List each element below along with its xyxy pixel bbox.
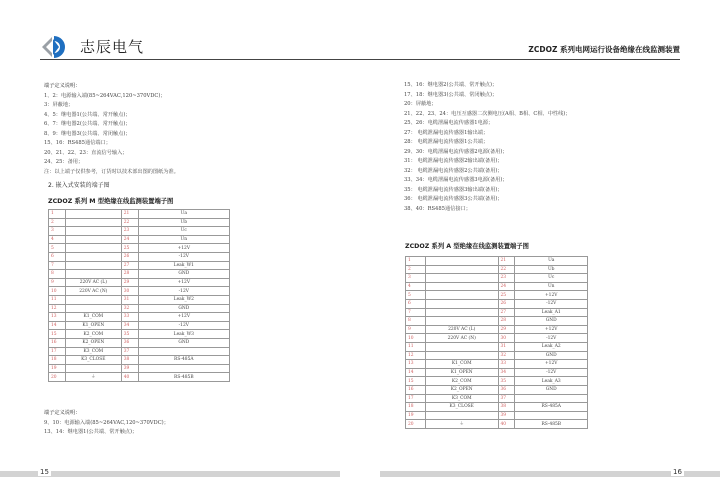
terminal-signal: K2_COM xyxy=(425,377,498,386)
terminal-number: 13 xyxy=(406,360,426,369)
terminal-signal: -12V xyxy=(138,252,229,261)
page-number-left: 15 xyxy=(40,468,49,476)
terminal-number: 8 xyxy=(406,317,426,326)
terminal-number: 7 xyxy=(49,261,66,270)
terminal-number: 40 xyxy=(121,373,138,382)
table-row xyxy=(406,317,588,326)
table-row xyxy=(406,325,588,334)
terminal-table-m xyxy=(48,209,230,382)
table-row xyxy=(406,282,588,291)
note-line: 9、10：电源输入端(85~264VAC,120~370VDC)； xyxy=(44,419,169,426)
terminal-signal: GND xyxy=(138,338,229,347)
terminal-number: 12 xyxy=(49,304,66,313)
table-row xyxy=(406,360,588,369)
note-line: 8、9：继电器3(公共端、常闭触点)； xyxy=(44,130,131,137)
terminal-signal: K3_COM xyxy=(65,347,121,356)
terminal-signal: 220V AC (L) xyxy=(65,278,121,287)
note-line: 25、26：电缆泄漏电流传感器1电源； xyxy=(404,120,494,126)
terminal-signal: K3_CLOSE xyxy=(65,356,121,365)
table-row xyxy=(406,403,588,412)
table-row xyxy=(406,368,588,377)
terminal-number: 40 xyxy=(498,420,515,429)
terminal-signal xyxy=(65,261,121,270)
terminal-number: 2 xyxy=(49,218,66,227)
terminal-signal: Ub xyxy=(515,265,588,274)
terminal-signal: K3_CLOSE xyxy=(425,403,498,412)
terminal-signal xyxy=(425,257,498,266)
terminal-number: 15 xyxy=(406,377,426,386)
note-line: 29、30：电缆泄漏电流传感器2电源(备用)； xyxy=(404,148,508,155)
terminal-number: 22 xyxy=(498,265,515,274)
terminal-signal xyxy=(425,317,498,326)
terminal-number: 23 xyxy=(121,227,138,236)
terminal-signal xyxy=(65,235,121,244)
terminal-signal xyxy=(65,252,121,261)
terminal-number: 17 xyxy=(49,347,66,356)
terminal-number: 30 xyxy=(498,334,515,343)
terminal-signal xyxy=(138,347,229,356)
terminal-number: 33 xyxy=(498,360,515,369)
terminal-signal: RS-485A xyxy=(138,356,229,365)
terminal-signal: -12V xyxy=(515,299,588,308)
terminal-number: 28 xyxy=(498,317,515,326)
terminal-signal xyxy=(515,394,588,403)
terminal-number: 13 xyxy=(49,313,66,322)
note-line: 32： 电缆泄漏电流传感器2公共端(备用)； xyxy=(404,167,503,174)
terminal-number: 35 xyxy=(498,377,515,386)
terminal-signal: -12V xyxy=(138,321,229,330)
terminal-signal: Un xyxy=(138,235,229,244)
brand-logo-icon xyxy=(40,34,68,60)
terminal-signal xyxy=(65,244,121,253)
terminal-signal: RS-485B xyxy=(515,420,588,429)
table-row xyxy=(49,347,230,356)
terminal-number: 23 xyxy=(498,274,515,283)
terminal-signal: -12V xyxy=(138,287,229,296)
terminal-number: 35 xyxy=(121,330,138,339)
terminal-signal: Ua xyxy=(515,257,588,266)
terminal-signal: K1_COM xyxy=(425,360,498,369)
terminal-signal: +12V xyxy=(138,313,229,322)
terminal-number: 32 xyxy=(121,304,138,313)
table-row xyxy=(406,291,588,300)
table-row xyxy=(49,356,230,365)
terminal-number: 16 xyxy=(49,338,66,347)
terminal-number: 8 xyxy=(49,270,66,279)
terminal-signal: RS-485B xyxy=(138,373,229,382)
table-row xyxy=(49,304,230,313)
terminal-signal: GND xyxy=(515,351,588,360)
terminal-signal xyxy=(425,308,498,317)
terminal-number: 32 xyxy=(498,351,515,360)
page-footer xyxy=(0,468,720,480)
note-line: 17、18：继电器3(公共端、常闭触点)； xyxy=(404,91,498,98)
terminal-number: 17 xyxy=(406,394,426,403)
note-line: 注：以上端子仅供参考，订货时以技术部出图的图纸为准。 xyxy=(44,168,179,175)
terminal-signal xyxy=(425,265,498,274)
terminal-signal: -12V xyxy=(515,368,588,377)
terminal-number: 21 xyxy=(121,210,138,219)
terminal-number: 39 xyxy=(498,411,515,420)
terminal-number: 11 xyxy=(49,295,66,304)
terminal-signal: K2_OPEN xyxy=(425,385,498,394)
table-row xyxy=(406,377,588,386)
terminal-table-a xyxy=(405,256,588,429)
table-row xyxy=(49,235,230,244)
table-row xyxy=(49,364,230,373)
terminal-number: 28 xyxy=(121,270,138,279)
note-line: 24、25：备用； xyxy=(44,159,84,165)
table-row xyxy=(406,351,588,360)
terminal-number: 37 xyxy=(498,394,515,403)
terminal-signal xyxy=(65,295,121,304)
note-line: 33、34：电缆泄漏电流传感器3电源(备用)； xyxy=(404,177,508,183)
terminal-number: 26 xyxy=(121,252,138,261)
terminal-signal: Uc xyxy=(138,227,229,236)
terminal-number: 6 xyxy=(406,299,426,308)
table-row xyxy=(49,330,230,339)
terminal-signal xyxy=(65,304,121,313)
left-bottom-notes xyxy=(44,409,169,438)
terminal-signal: Ub xyxy=(138,218,229,227)
terminal-number: 39 xyxy=(121,364,138,373)
terminal-signal xyxy=(425,342,498,351)
note-line: 36： 电缆泄漏电流传感器3公共端(备用)； xyxy=(404,196,503,202)
terminal-number: 1 xyxy=(406,257,426,266)
table-row xyxy=(49,295,230,304)
terminal-signal: 220V AC (N) xyxy=(425,334,498,343)
terminal-signal xyxy=(65,210,121,219)
terminal-number: 38 xyxy=(498,403,515,412)
table-row xyxy=(406,411,588,420)
terminal-number: 5 xyxy=(49,244,66,253)
terminal-signal: K1_OPEN xyxy=(425,368,498,377)
notes-heading: 端子定义说明： xyxy=(44,83,81,89)
terminal-number: 16 xyxy=(406,385,426,394)
terminal-number: 26 xyxy=(498,299,515,308)
note-line: 28： 电缆泄漏电流传感器1公共端； xyxy=(404,139,489,145)
right-terminal-notes xyxy=(404,81,570,214)
terminal-signal xyxy=(65,364,121,373)
terminal-number: 37 xyxy=(121,347,138,356)
terminal-signal: 220V AC (L) xyxy=(425,325,498,334)
table-row xyxy=(49,227,230,236)
terminal-number: 3 xyxy=(406,274,426,283)
terminal-number: 27 xyxy=(121,261,138,270)
terminal-number: 10 xyxy=(406,334,426,343)
terminal-number: 6 xyxy=(49,252,66,261)
note-line: 1、2：电源输入端(85~264VAC,120~370VDC)； xyxy=(44,92,166,99)
terminal-signal: K2_COM xyxy=(65,330,121,339)
terminal-signal xyxy=(65,270,121,279)
terminal-signal: K1_OPEN xyxy=(65,321,121,330)
table-row xyxy=(49,321,230,330)
table-row xyxy=(406,334,588,343)
terminal-number: 5 xyxy=(406,291,426,300)
terminal-signal xyxy=(425,274,498,283)
terminal-number: 14 xyxy=(49,321,66,330)
table-row xyxy=(406,299,588,308)
terminal-signal: +12V xyxy=(515,325,588,334)
table-row xyxy=(406,308,588,317)
terminal-signal: Uc xyxy=(515,274,588,283)
footer-band-left xyxy=(0,471,340,477)
terminal-number: 33 xyxy=(121,313,138,322)
terminal-signal: +12V xyxy=(138,244,229,253)
table-row xyxy=(406,394,588,403)
terminal-number: 30 xyxy=(121,287,138,296)
terminal-signal: Un xyxy=(515,282,588,291)
table-row xyxy=(49,278,230,287)
terminal-signal: Leak_W2 xyxy=(138,295,229,304)
footer-band-right xyxy=(380,471,720,477)
terminal-number: 2 xyxy=(406,265,426,274)
terminal-signal: 220V AC (N) xyxy=(65,287,121,296)
terminal-signal xyxy=(65,218,121,227)
terminal-signal xyxy=(425,291,498,300)
terminal-number: 18 xyxy=(49,356,66,365)
terminal-number: 15 xyxy=(49,330,66,339)
table-m-title: ZCDOZ 系列 M 型绝缘在线监测装置端子图 xyxy=(48,198,174,205)
terminal-number: 22 xyxy=(121,218,138,227)
terminal-signal: GND xyxy=(515,317,588,326)
terminal-number: 14 xyxy=(406,368,426,377)
terminal-number: 36 xyxy=(498,385,515,394)
note-line: 4、5：继电器1(公共端、常开触点)； xyxy=(44,111,131,118)
terminal-number: 21 xyxy=(498,257,515,266)
terminal-number: 9 xyxy=(406,325,426,334)
table-row xyxy=(49,244,230,253)
terminal-number: 31 xyxy=(498,342,515,351)
note-line: 3：屏蔽地； xyxy=(44,102,74,108)
terminal-number: 11 xyxy=(406,342,426,351)
terminal-signal xyxy=(425,282,498,291)
section-heading: 2. 嵌入式安装的端子图 xyxy=(48,182,110,189)
terminal-number: 25 xyxy=(121,244,138,253)
terminal-number: 24 xyxy=(498,282,515,291)
terminal-signal: Leak_A3 xyxy=(515,377,588,386)
terminal-number: 18 xyxy=(406,403,426,412)
terminal-number: 12 xyxy=(406,351,426,360)
terminal-signal: K3_COM xyxy=(425,394,498,403)
note-line: 6、7：继电器2(公共端、常开触点)； xyxy=(44,121,131,127)
terminal-number: 20 xyxy=(406,420,426,429)
table-row xyxy=(406,265,588,274)
terminal-number: 38 xyxy=(121,356,138,365)
terminal-signal: Leak_W1 xyxy=(138,261,229,270)
terminal-number: 34 xyxy=(121,321,138,330)
terminal-number: 3 xyxy=(49,227,66,236)
table-row xyxy=(406,274,588,283)
terminal-signal: -12V xyxy=(515,334,588,343)
terminal-number: 36 xyxy=(121,338,138,347)
note-line: 15、16：RS485通信端口； xyxy=(44,140,111,146)
terminal-signal: +12V xyxy=(515,360,588,369)
table-row xyxy=(49,270,230,279)
terminal-number: 9 xyxy=(49,278,66,287)
terminal-number: 20 xyxy=(49,373,66,382)
table-row xyxy=(49,261,230,270)
terminal-signal xyxy=(515,411,588,420)
note-line: 15、16：继电器2(公共端、常开触点)； xyxy=(404,82,498,88)
terminal-number: 4 xyxy=(406,282,426,291)
terminal-number: 25 xyxy=(498,291,515,300)
table-row xyxy=(406,385,588,394)
terminal-number: 10 xyxy=(49,287,66,296)
terminal-signal: Leak_A1 xyxy=(515,308,588,317)
table-row xyxy=(49,218,230,227)
left-terminal-notes xyxy=(44,82,179,177)
terminal-number: 19 xyxy=(406,411,426,420)
table-row xyxy=(49,210,230,219)
terminal-signal: ⏚ xyxy=(65,373,121,382)
terminal-signal: +12V xyxy=(138,278,229,287)
terminal-signal: ⏚ xyxy=(425,420,498,429)
table-row xyxy=(49,313,230,322)
terminal-signal: Leak_A2 xyxy=(515,342,588,351)
note-line: 20、21、22、23：直流信号输入； xyxy=(44,149,128,156)
table-row xyxy=(49,338,230,347)
terminal-signal xyxy=(425,351,498,360)
terminal-number: 31 xyxy=(121,295,138,304)
note-line: 13、14：继电器1(公共端、常开触点)； xyxy=(44,429,138,435)
terminal-signal xyxy=(425,411,498,420)
terminal-signal: K2_OPEN xyxy=(65,338,121,347)
note-line: 21、22、23、24：电压互感器二次侧电压(A相、B相、C相、中性线)； xyxy=(404,110,571,117)
table-row xyxy=(406,420,588,429)
page-number-right: 16 xyxy=(673,468,682,476)
table-row xyxy=(406,257,588,266)
note-line: 38、40：RS485通信接口； xyxy=(404,205,471,212)
terminal-number: 27 xyxy=(498,308,515,317)
terminal-number: 29 xyxy=(498,325,515,334)
terminal-signal: Leak_W3 xyxy=(138,330,229,339)
terminal-number: 7 xyxy=(406,308,426,317)
terminal-signal: +12V xyxy=(515,291,588,300)
terminal-number: 24 xyxy=(121,235,138,244)
note-line: 31： 电缆泄漏电流传感器2输出端(备用)； xyxy=(404,158,503,164)
document-title: ZCDOZ 系列电网运行设备绝缘在线监测装置 xyxy=(528,45,680,54)
terminal-signal xyxy=(138,364,229,373)
terminal-signal: GND xyxy=(515,385,588,394)
table-row xyxy=(49,287,230,296)
table-row xyxy=(49,252,230,261)
table-a-title: ZCDOZ 系列 A 型绝缘在线监测装置端子图 xyxy=(405,243,529,250)
terminal-signal: Ua xyxy=(138,210,229,219)
note-line: 35： 电缆泄漏电流传感器3输出端(备用)； xyxy=(404,186,503,193)
terminal-number: 34 xyxy=(498,368,515,377)
table-row xyxy=(49,373,230,382)
terminal-signal: GND xyxy=(138,304,229,313)
terminal-signal: K1_COM xyxy=(65,313,121,322)
terminal-signal xyxy=(425,299,498,308)
terminal-signal xyxy=(65,227,121,236)
terminal-number: 29 xyxy=(121,278,138,287)
header-divider xyxy=(40,59,680,60)
terminal-signal: RS-485A xyxy=(515,403,588,412)
notes-heading-2: 端子定义说明： xyxy=(44,410,81,416)
table-row xyxy=(406,342,588,351)
terminal-number: 19 xyxy=(49,364,66,373)
terminal-number: 1 xyxy=(49,210,66,219)
note-line: 27： 电缆泄漏电流传感器1输出端； xyxy=(404,129,489,136)
note-line: 20：屏蔽地； xyxy=(404,101,437,107)
brand-name: 志辰电气 xyxy=(80,38,145,56)
terminal-signal: GND xyxy=(138,270,229,279)
terminal-number: 4 xyxy=(49,235,66,244)
